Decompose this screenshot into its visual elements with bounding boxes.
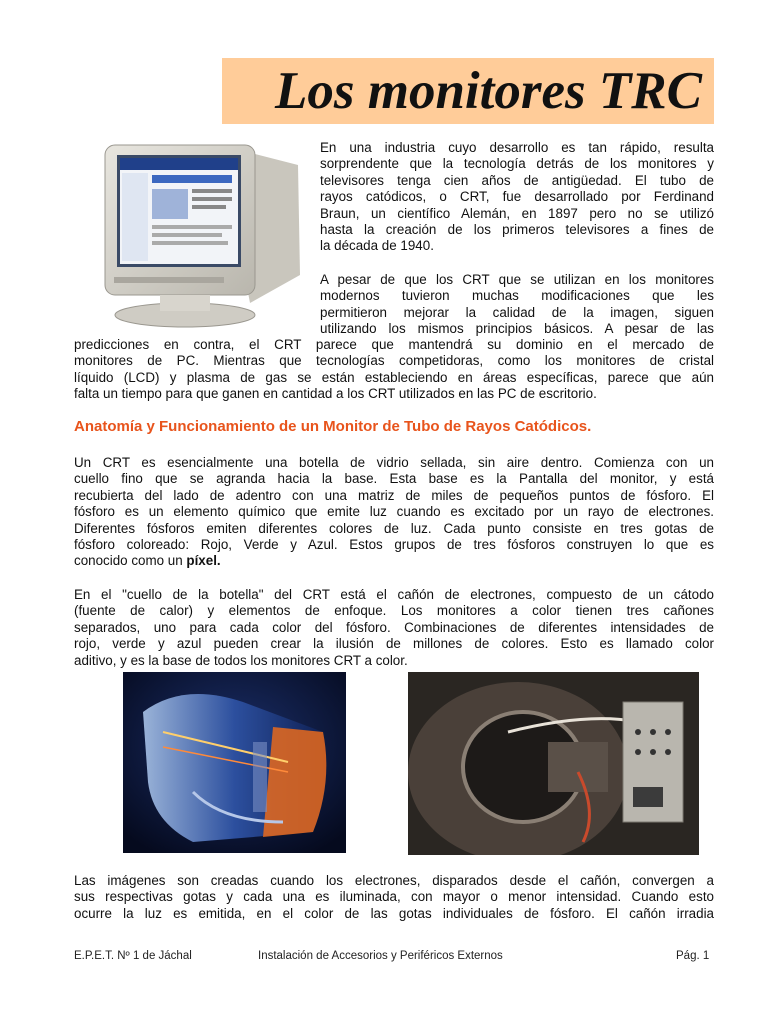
text-line: En una industria cuyo desarrollo es tan rápido, resulta xyxy=(320,140,714,155)
intro-paragraph-2 xyxy=(320,272,714,338)
text-line: televisores tenga cien años de antigüedad. El tubo de xyxy=(320,172,714,188)
text-line: ocurre la luz es emitida, en el color de las gotas individuales de fósforo. El cañón irradia xyxy=(74,905,714,921)
text-line: Un CRT es esencialmente una botella de vidrio sellada, sin aire dentro. Comienza con un xyxy=(74,455,714,470)
text-line xyxy=(74,553,714,569)
text-line: permitieron mejorar la calidad de la imagen, siguen xyxy=(320,304,714,320)
footer-course: Instalación de Accesorios y Periféricos Externos xyxy=(258,950,503,962)
title-box xyxy=(222,58,714,124)
text-line: Diferentes fósforos emiten diferentes colores de luz. Cada punto consiste en tres gotas de xyxy=(74,520,714,536)
text-line: hasta la creación de los primeros televisores a fines de xyxy=(320,222,714,238)
text-line: falta un tiempo para que ganen en cantidad a los CRT utilizados en las PC de escritorio. xyxy=(74,386,597,402)
crt-monitor-image xyxy=(100,135,310,335)
text-line: (fuente de calor) y elementos de enfoque. Los monitores a color tienen tres cañones xyxy=(74,603,714,619)
text-line: cuello fino que se agranda hacia la base. Esta base es la Pantalla del monitor, y está xyxy=(74,471,714,487)
page-title: Los monitores TRC xyxy=(274,62,702,120)
text-line: modernos tuvieron muchas modificaciones que les xyxy=(320,288,714,304)
text-line: En el "cuello de la botella" del CRT está el cañón de electrones, compuesto de un cátodo xyxy=(74,587,714,602)
crt-cutaway-image xyxy=(123,672,346,853)
text-line: Braun, un científico Alemán, en 1897 pero no se utilizó xyxy=(320,205,714,221)
text-line: rojo, verde y azul pueden crear la ilusión de millones de colores. Esto es llamado color xyxy=(74,636,714,652)
body-paragraph-3 xyxy=(74,455,714,570)
text-line: A pesar de que los CRT que se utilizan en los monitores xyxy=(320,272,714,287)
crt-photo-image xyxy=(408,672,699,855)
text-line: utilizando los mismos principios básicos. A pesar de las xyxy=(320,321,714,337)
text-line: sus respectivas gotas y cada una es iluminada, con mayor o menor intensidad. Cuando esto xyxy=(74,889,714,905)
text-line: fósforo es un elemento químico que emite luz cuando es excitado por un rayo de electrones. xyxy=(74,504,714,520)
text-line: Las imágenes son creadas cuando los electrones, disparados desde el cañón, convergen a xyxy=(74,873,714,888)
body-paragraph-5 xyxy=(74,873,714,922)
text-line: rayos catódicos, o CRT, fue desarrollado por Ferdinand xyxy=(320,189,714,205)
intro-paragraph-1 xyxy=(320,140,714,255)
pixel-term: píxel. xyxy=(186,553,221,569)
intro-paragraph-2-wide xyxy=(74,337,714,403)
text-line: recubierta del lado de adentro con una matriz de miles de pequeños puntos de fósforo. El xyxy=(74,487,714,503)
footer-school: E.P.E.T. Nº 1 de Jáchal xyxy=(74,950,192,962)
text-line: fósforo coloreado: Rojo, Verde y Azul. Estos grupos de tres fósforos construyen lo que es xyxy=(74,537,714,553)
text-line: predicciones en contra, el CRT parece que mantendrá su dominio en el mercado de xyxy=(74,337,714,352)
section-heading: Anatomía y Funcionamiento de un Monitor de Tubo de Rayos Catódicos. xyxy=(74,418,592,435)
text-fragment: conocido como un xyxy=(74,553,187,569)
text-line: aditivo, y es la base de todos los monitores CRT a color. xyxy=(74,652,408,668)
text-line: líquido (LCD) y plasma de gas se están estableciendo en áreas específicas, parece que aún xyxy=(74,369,714,385)
text-line: monitores de PC. Mientras que tecnologías competidoras, como los monitores de cristal xyxy=(74,353,714,369)
text-line: separados, uno para cada color del fósforo. Combinaciones de diferentes intensidades de xyxy=(74,619,714,635)
text-line: la década de 1940. xyxy=(320,238,434,254)
footer-page: Pág. 1 xyxy=(676,950,710,962)
text-line: sorprendente que la tecnología detrás de los monitores y xyxy=(320,156,714,172)
body-paragraph-4 xyxy=(74,587,714,669)
